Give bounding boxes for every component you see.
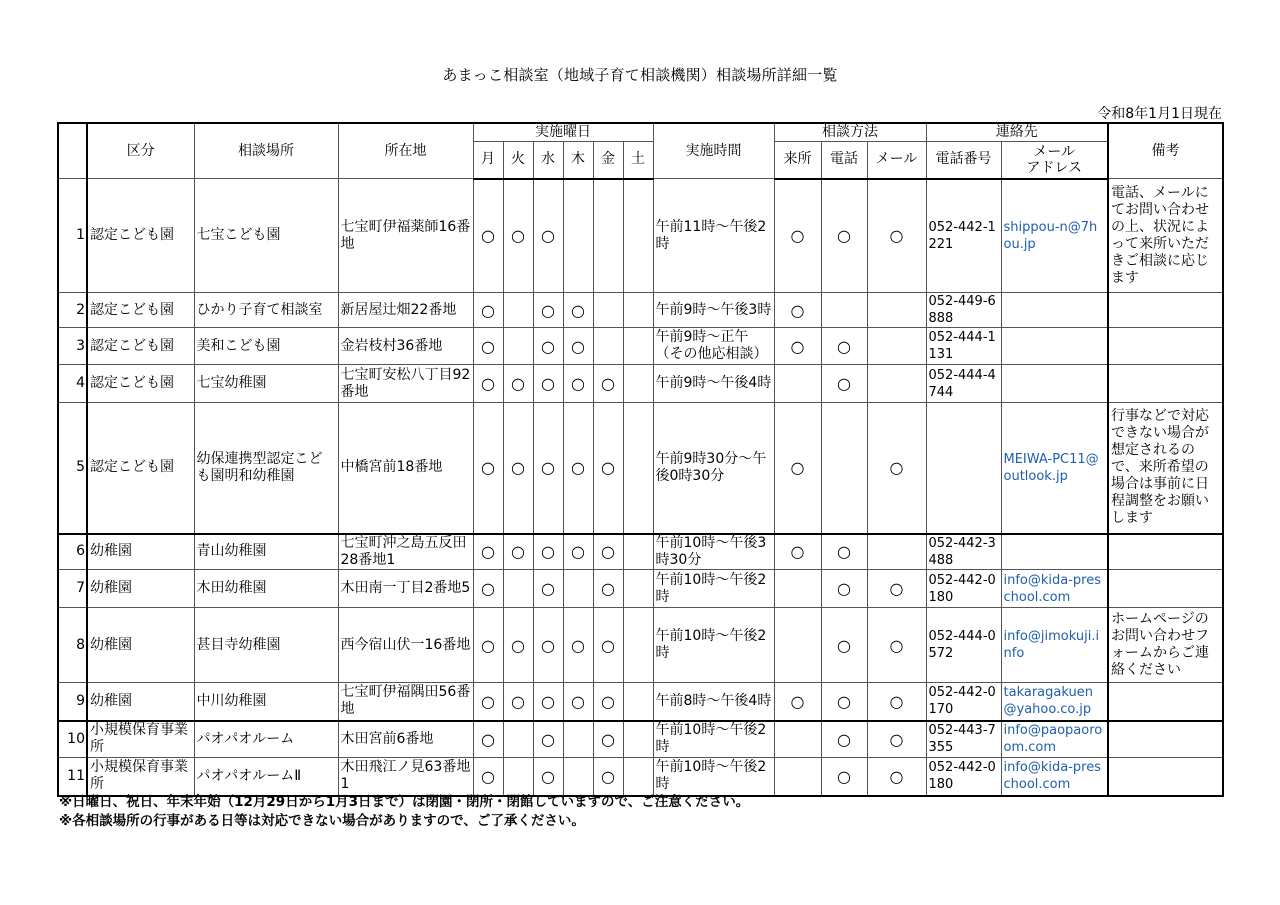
header-category: 区分 [87,123,194,179]
day-mark: ○ [473,608,503,683]
day-mark: ○ [563,534,593,570]
table-row [58,683,1223,721]
day-mark: ○ [533,328,563,365]
place-cell: 木田幼稚園 [194,570,338,608]
address-cell: 木田飛江ノ見63番地1 [338,758,473,796]
day-mark [503,758,533,796]
day-mark [593,328,623,365]
day-mark: ○ [503,683,533,721]
hours-cell: 午前10時～午後2時 [653,570,774,608]
method-mark: ○ [821,179,867,293]
day-mark: ○ [473,570,503,608]
header-method-email: メール [867,142,926,179]
row-number: 7 [58,570,87,608]
day-mark [623,365,653,403]
row-number: 4 [58,365,87,403]
category-cell: 認定こども園 [87,403,194,534]
table-row [58,534,1223,570]
address-cell: 木田宮前6番地 [338,721,473,758]
table-row [58,608,1223,683]
day-mark: ○ [533,608,563,683]
day-mark: ○ [473,179,503,293]
address-cell: 七宝町安松八丁目92番地 [338,365,473,403]
row-number: 3 [58,328,87,365]
method-mark: ○ [774,403,821,534]
day-mark: ○ [533,293,563,328]
header-day-tue: 火 [503,142,533,179]
day-mark [503,721,533,758]
address-cell: 中橋宮前18番地 [338,403,473,534]
table-row [58,365,1223,403]
place-cell: 幼保連携型認定こども園明和幼稚園 [194,403,338,534]
day-mark: ○ [473,328,503,365]
day-mark: ○ [593,365,623,403]
table-row [58,179,1223,293]
place-cell: 青山幼稚園 [194,534,338,570]
phone-cell: 052-442-1221 [926,179,1001,293]
method-mark [774,608,821,683]
phone-cell: 052-444-0572 [926,608,1001,683]
footnote-closed-days: ※日曜日、祝日、年末年始（12月29日から1月3日まで）は閉園・閉所・閉館していますので、ご注意ください。 [59,794,750,810]
hours-cell: 午前9時～正午（その他応相談） [653,328,774,365]
method-mark: ○ [774,328,821,365]
method-mark: ○ [821,534,867,570]
phone-cell: 052-443-7355 [926,721,1001,758]
method-mark: ○ [821,721,867,758]
day-mark [503,328,533,365]
hours-cell: 午前9時～午後4時 [653,365,774,403]
day-mark: ○ [563,608,593,683]
day-mark [623,534,653,570]
place-cell: 七宝幼稚園 [194,365,338,403]
table-row [58,758,1223,796]
place-cell: パオパオルームⅡ [194,758,338,796]
day-mark [563,721,593,758]
note-cell: 行事などで対応できない場合が想定されるので、来所希望の場合は事前に日程調整をお願いします [1108,403,1223,534]
method-mark: ○ [774,683,821,721]
category-cell: 認定こども園 [87,328,194,365]
table-row [58,570,1223,608]
day-mark: ○ [563,293,593,328]
note-cell [1108,365,1223,403]
header-notes: 備考 [1108,123,1223,179]
row-number: 6 [58,534,87,570]
category-cell: 認定こども園 [87,365,194,403]
note-cell [1108,721,1223,758]
method-mark: ○ [821,758,867,796]
place-cell: 中川幼稚園 [194,683,338,721]
row-number: 11 [58,758,87,796]
place-cell: パオパオルーム [194,721,338,758]
method-mark: ○ [867,570,926,608]
header-address: 所在地 [338,123,473,179]
place-cell: ひかり子育て相談室 [194,293,338,328]
header-day-thu: 木 [563,142,593,179]
method-mark [821,293,867,328]
address-cell: 西今宿山伏一16番地 [338,608,473,683]
email-cell[interactable]: info@kida-preschool.com [1001,758,1108,796]
table-row [58,328,1223,365]
as-of-date: 令和8年1月1日現在 [1097,106,1222,122]
header-method-visit: 来所 [774,142,821,179]
category-cell: 幼稚園 [87,534,194,570]
hours-cell: 午前10時～午後3時30分 [653,534,774,570]
day-mark: ○ [503,179,533,293]
email-cell[interactable]: info@jimokuji.info [1001,608,1108,683]
day-mark [623,683,653,721]
method-mark [774,365,821,403]
method-mark: ○ [774,179,821,293]
day-mark: ○ [503,403,533,534]
phone-cell: 052-442-0170 [926,683,1001,721]
day-mark [503,293,533,328]
day-mark [503,570,533,608]
row-number: 8 [58,608,87,683]
day-mark: ○ [503,365,533,403]
day-mark: ○ [533,365,563,403]
day-mark [563,570,593,608]
day-mark: ○ [533,758,563,796]
day-mark: ○ [593,534,623,570]
place-cell: 美和こども園 [194,328,338,365]
day-mark: ○ [593,683,623,721]
header-phone: 電話番号 [926,142,1001,179]
address-cell: 新居屋辻畑22番地 [338,293,473,328]
footnote-events: ※各相談場所の行事がある日等は対応できない場合がありますので、ご了承ください。 [59,813,585,829]
method-mark [867,365,926,403]
day-mark: ○ [503,608,533,683]
header-email: メール アドレス [1001,142,1108,179]
day-mark: ○ [533,721,563,758]
row-number: 1 [58,179,87,293]
note-cell: ホームページのお問い合わせフォームからご連絡ください [1108,608,1223,683]
hours-cell: 午前11時～午後2時 [653,179,774,293]
phone-cell: 052-449-6888 [926,293,1001,328]
day-mark: ○ [533,683,563,721]
category-cell: 認定こども園 [87,179,194,293]
day-mark: ○ [473,534,503,570]
day-mark: ○ [593,608,623,683]
note-cell [1108,534,1223,570]
day-mark: ○ [473,721,503,758]
day-mark: ○ [503,534,533,570]
phone-cell: 052-442-3488 [926,534,1001,570]
email-cell[interactable] [1001,293,1108,328]
address-cell: 七宝町沖之島五反田28番地1 [338,534,473,570]
header-method-phone: 電話 [821,142,867,179]
phone-cell [926,403,1001,534]
day-mark [623,328,653,365]
place-cell: 七宝こども園 [194,179,338,293]
day-mark [563,179,593,293]
day-mark: ○ [593,403,623,534]
day-mark: ○ [473,758,503,796]
document-title: あまっこ相談室（地域子育て相談機関）相談場所詳細一覧 [442,66,838,84]
day-mark [623,608,653,683]
phone-cell: 052-444-1131 [926,328,1001,365]
email-cell[interactable] [1001,534,1108,570]
day-mark: ○ [473,683,503,721]
method-mark: ○ [821,683,867,721]
day-mark: ○ [533,570,563,608]
header-contact-group: 連絡先 [926,123,1108,142]
method-mark: ○ [867,683,926,721]
place-cell: 甚目寺幼稚園 [194,608,338,683]
hours-cell: 午前9時30分～午後0時30分 [653,403,774,534]
category-cell: 幼稚園 [87,570,194,608]
day-mark: ○ [593,758,623,796]
note-cell [1108,328,1223,365]
day-mark [563,758,593,796]
footnotes [59,793,749,831]
address-cell: 木田南一丁目2番地5 [338,570,473,608]
phone-cell: 052-442-0180 [926,570,1001,608]
method-mark [821,403,867,534]
method-mark: ○ [821,570,867,608]
method-mark [867,534,926,570]
header-day-sat: 土 [623,142,653,179]
day-mark: ○ [563,365,593,403]
method-mark [774,570,821,608]
method-mark: ○ [867,179,926,293]
method-mark: ○ [774,534,821,570]
email-cell[interactable]: shippou-n@7hou.jp [1001,179,1108,293]
method-mark: ○ [867,721,926,758]
consultation-places-table [57,122,1224,797]
method-mark: ○ [821,365,867,403]
address-cell: 七宝町伊福薬師16番地 [338,179,473,293]
email-cell[interactable]: MEIWA-PC11@outlook.jp [1001,403,1108,534]
note-cell [1108,570,1223,608]
address-cell: 七宝町伊福隅田56番地 [338,683,473,721]
day-mark [623,570,653,608]
method-mark: ○ [821,328,867,365]
method-mark [774,721,821,758]
day-mark [593,293,623,328]
day-mark: ○ [563,403,593,534]
day-mark [623,179,653,293]
table-row [58,403,1223,534]
category-cell: 幼稚園 [87,608,194,683]
day-mark [623,758,653,796]
category-cell: 小規模保育事業所 [87,721,194,758]
table-row [58,293,1223,328]
address-cell: 金岩枝村36番地 [338,328,473,365]
header-day-fri: 金 [593,142,623,179]
method-mark [867,293,926,328]
day-mark [623,403,653,534]
day-mark: ○ [563,328,593,365]
day-mark: ○ [593,570,623,608]
method-mark: ○ [867,608,926,683]
day-mark: ○ [473,293,503,328]
day-mark: ○ [533,403,563,534]
header-day-mon: 月 [473,142,503,179]
hours-cell: 午前10時～午後2時 [653,608,774,683]
note-cell [1108,758,1223,796]
email-cell[interactable] [1001,328,1108,365]
header-days-group: 実施曜日 [473,123,653,142]
method-mark: ○ [867,403,926,534]
email-cell[interactable]: takaragakuen@yahoo.co.jp [1001,683,1108,721]
phone-cell: 052-444-4744 [926,365,1001,403]
header-number [58,123,87,179]
header-method-group: 相談方法 [774,123,926,142]
method-mark: ○ [821,608,867,683]
table-row [58,721,1223,758]
category-cell: 小規模保育事業所 [87,758,194,796]
header-day-wed: 水 [533,142,563,179]
header-place: 相談場所 [194,123,338,179]
day-mark: ○ [563,683,593,721]
method-mark: ○ [774,293,821,328]
phone-cell: 052-442-0180 [926,758,1001,796]
day-mark: ○ [593,721,623,758]
row-number: 2 [58,293,87,328]
row-number: 10 [58,721,87,758]
method-mark [774,758,821,796]
note-cell: 電話、メールにてお問い合わせの上、状況によって来所いただきご相談に応じます [1108,179,1223,293]
day-mark [623,721,653,758]
day-mark: ○ [473,365,503,403]
header-hours: 実施時間 [653,123,774,179]
day-mark: ○ [473,403,503,534]
day-mark [623,293,653,328]
email-cell[interactable]: info@kida-preschool.com [1001,570,1108,608]
day-mark: ○ [533,534,563,570]
row-number: 5 [58,403,87,534]
note-cell [1108,683,1223,721]
day-mark: ○ [533,179,563,293]
email-cell[interactable]: info@paopaoroom.com [1001,721,1108,758]
hours-cell: 午前10時～午後2時 [653,758,774,796]
hours-cell: 午前9時～午後3時 [653,293,774,328]
hours-cell: 午前8時～午後4時 [653,683,774,721]
note-cell [1108,293,1223,328]
method-mark [867,328,926,365]
email-cell[interactable] [1001,365,1108,403]
category-cell: 幼稚園 [87,683,194,721]
day-mark [593,179,623,293]
row-number: 9 [58,683,87,721]
category-cell: 認定こども園 [87,293,194,328]
hours-cell: 午前10時～午後2時 [653,721,774,758]
method-mark: ○ [867,758,926,796]
